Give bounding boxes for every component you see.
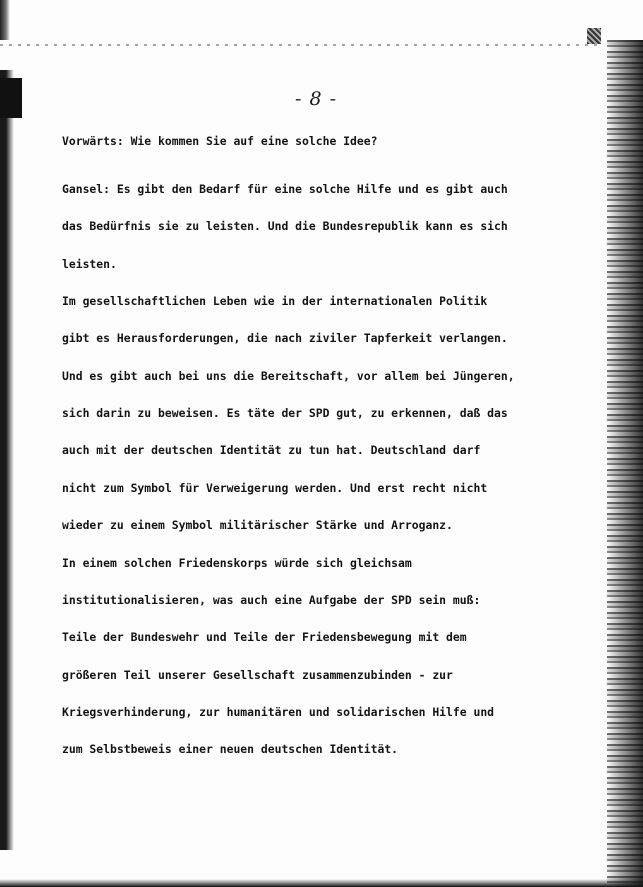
answer-line: gibt es Herausforderungen, die nach ziviler Tapferkeit verlangen. xyxy=(62,331,508,346)
scan-edge-right xyxy=(607,40,643,887)
answer-line: Im gesellschaftlichen Leben wie in der internationalen Politik xyxy=(62,293,488,308)
scan-corner-mark xyxy=(587,28,601,44)
answer-line: Gansel: Es gibt den Bedarf für eine solche Hilfe und es gibt auch xyxy=(62,181,508,196)
scan-edge-left xyxy=(0,70,14,850)
answer-line: auch mit der deutschen Identität zu tun hat. Deutschland darf xyxy=(62,443,481,458)
answer-line: größeren Teil unserer Gesellschaft zusammenzubinden - zur xyxy=(62,667,453,682)
answer-line: In einem solchen Friedenskorps würde sich gleichsam xyxy=(62,555,412,570)
scan-edge-left-top xyxy=(0,0,10,40)
page-number: - 8 - xyxy=(295,88,338,110)
answer-line: zum Selbstbeweis einer neuen deutschen Identität. xyxy=(62,742,399,757)
scan-edge-bottom xyxy=(0,879,643,887)
answer-line: wieder zu einem Symbol militärischer Stärke und Arroganz. xyxy=(62,518,453,533)
answer-line: leisten. xyxy=(62,256,117,271)
scan-edge-top xyxy=(0,44,600,46)
interview-answer xyxy=(62,158,515,781)
answer-line: das Bedürfnis sie zu leisten. Und die Bundesrepublik kann es sich xyxy=(62,219,508,234)
answer-line: Kriegsverhinderung, zur humanitären und solidarischen Hilfe und xyxy=(62,704,495,719)
scan-hole-punch-mark xyxy=(0,78,22,118)
answer-line: institutionalisieren, was auch eine Aufgabe der SPD sein muß: xyxy=(62,592,481,607)
answer-line: nicht zum Symbol für Verweigerung werden. Und erst recht nicht xyxy=(62,480,488,495)
answer-line: Teile der Bundeswehr und Teile der Friedensbewegung mit dem xyxy=(62,630,467,645)
answer-line: sich darin zu beweisen. Es täte der SPD gut, zu erkennen, daß das xyxy=(62,406,508,421)
interview-question: Vorwärts: Wie kommen Sie auf eine solche Idee? xyxy=(62,134,378,148)
answer-line: Und es gibt auch bei uns die Bereitschaft, vor allem bei Jüngeren, xyxy=(62,368,515,383)
